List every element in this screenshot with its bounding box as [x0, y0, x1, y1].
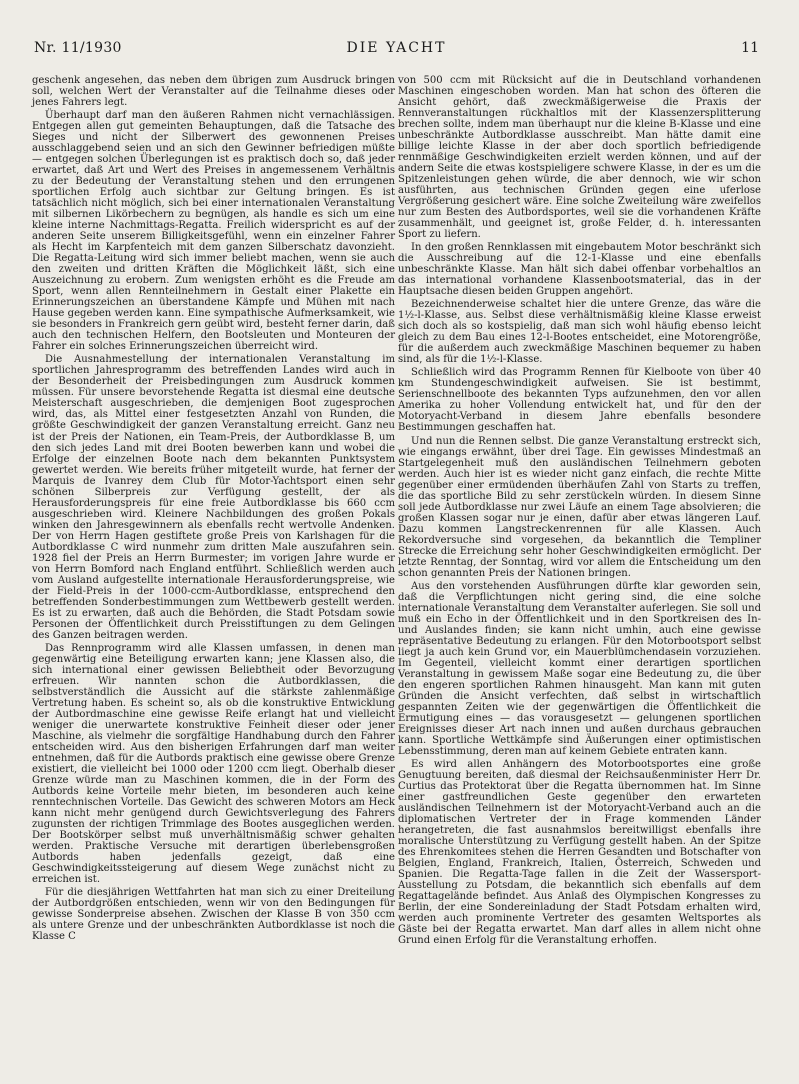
- paragraph: Überhaupt darf man den äußeren Rahmen nicht vernachlässigen. Entgegen allen gut gemeinten Behauptungen, daß die Tatsache des Sieges und nicht der Silberwert des gewonnenen Preises ausschlaggebend seien und an sich den Gewinner befriedigen müßte — entgegen solchen Überlegungen ist es praktisch doch so, daß jeder erwartet, daß Art und Wert des Preises in angemessenem Verhältnis zu der Bedeutung der Veranstaltung stehen und den errungenen sportlichen Erfolg auch sichtbar zur Geltung bringen. Es ist tatsächlich nicht möglich, sich bei einer internationalen Veranstaltung mit silbernen Likörbechern zu begnügen, als handle es sich um eine kleine interne Nachmittags-Regatta. Freilich widerspricht es auf der anderen Seite unserem Billigkeitsgefühl, wenn ein einzelner Fahrer als Hecht im Karpfenteich mit dem ganzen Silberschatz davonzieht. Die Regatta-Leitung wird sich immer beliebt machen, wenn sie auch den zweiten und dritten Kräften die Möglichkeit läßt, sich eine Auszeichnung zu erobern. Zum wenigsten erhöht es die Freude am Sport, wenn allen Rennteilnehmern in Gestalt einer Plakette ein Erinnerungszeichen an überstandene Kämpfe und Mühen mit nach Hause gegeben werden kann. Eine sympathische Aufmerksamkeit, wie sie besonders in Frankreich gern geübt wird, besteht ferner darin, daß auch den technischen Helfern, den Bootsleuten und Monteuren der Fahrer ein solches Erinnerungszeichen überreicht wird.: [32, 110, 395, 353]
- paragraph: Die Ausnahmestellung der internationalen Veranstaltung im sportlichen Jahresprogramm des betreffenden Landes wird auch in der Besonderheit der Preisbedingungen zum Ausdruck kommen müssen. Für unsere bevorstehende Regatta ist diesmal eine deutsche Meisterschaft ausgeschrieben, die demjenigen Boot zugesprochen wird, das, als Mittel einer festgesetzten Anzahl von Runden, die größte Geschwindigkeit der ganzen Veranstaltung erreicht. Ganz neu ist der Preis der Nationen, ein Team-Preis, der Autbordklasse B, um den sich jedes Land mit drei Booten bewerben kann und wobei die Erfolge der einzelnen Boote nach dem bekannten Punktsystem gewertet werden. Wie bereits früher mitgeteilt wurde, hat ferner der Marquis de Ivanrey dem Club für Motor-Yachtsport einen sehr schönen Silberpreis zur Verfügung gestellt, der als Herausforderungspreis für eine freie Autbordklasse bis 660 ccm ausgeschrieben wird. Kleinere Nachbildungen des großen Pokals winken den Jahresgewinnern als ebenfalls recht wertvolle Andenken. Der von Herrn Hagen gestiftete große Preis von Karlshagen für die Autbordklasse C wird nunmehr zum dritten Male auszufahren sein. 1928 fiel der Preis an Herrn Burmester; im vorigen Jahre wurde er von Herrn Bomford nach England entführt. Schließlich werden auch vom Ausland aufgestellte internationale Herausforderungspreise, wie der Field-Preis in der 1000-ccm-Autbordklasse, entsprechend den betreffenden Sonderbestimmungen zum Wettbewerb gestellt werden. Es ist zu erwarten, daß auch die Behörden, die Stadt Potsdam sowie Personen der Öffentlichkeit durch Preisstiftungen zu dem Gelingen des Ganzen beitragen werden.: [32, 354, 395, 641]
- right-column: [398, 75, 761, 946]
- page-header: [34, 40, 759, 58]
- paragraph: Es wird allen Anhängern des Motorbootsportes eine große Genugtuung bereiten, daß diesmal der Reichsaußenminister Herr Dr. Curtius das Protektorat über die Regatta übernommen hat. Im Sinne einer gastfreundlichen Geste gegenüber den erwarteten ausländischen Teilnehmern ist der Motoryacht-Verband auch an die diplomatischen Vertreter der in Frage kommenden Länder herangetreten, die fast ausnahmslos bereitwilligst ebenfalls ihre moralische Unterstützung zu Verfügung gestellt haben. An der Spitze des Ehrenkomitees stehen die Herren Gesandten und Botschafter von Belgien, England, Frankreich, Italien, Österreich, Schweden und Spanien. Die Regatta-Tage fallen in die Zeit der Wassersport-Ausstellung zu Potsdam, die bekanntlich sich ebenfalls auf dem Regattagelände befindet. Aus Anlaß des Olympischen Kongresses zu Berlin, der eine Sondereinladung der Stadt Potsdam erhalten wird, werden auch prominente Vertreter des gesamten Weltsportes als Gäste bei der Regatta erwartet. Man darf alles in allem nicht ohne Grund einen Erfolg für die Veranstaltung erhoffen.: [398, 758, 761, 947]
- paragraph: Und nun die Rennen selbst. Die ganze Veranstaltung erstreckt sich, wie eingangs erwähnt, über drei Tage. Ein gewisses Mindestmaß an Startgelegenheit muß den ausländischen Teilnehmern geboten werden. Auch hier ist es wieder nicht ganz einfach, die rechte Mitte gegenüber einer ermüdenden überhäufen Zahl von Starts zu treffen, die das sportliche Bild zu sehr zerstückeln würden. In diesem Sinne soll jede Autbordklasse nur zwei Läufe an einem Tage absolvieren; die großen Klassen sogar nur je einen, dafür aber etwas längeren Lauf. Dazu kommen Langstreckenrennen für alle Klassen. Auch Rekordversuche sind vorgesehen, da bekanntlich die Templiner Strecke die Erreichung sehr hoher Geschwindigkeiten ermöglicht. Der letzte Renntag, der Sonntag, wird vor allem die Entscheidung um den schon genannten Preis der Nationen bringen.: [398, 435, 761, 579]
- paragraph: von 500 ccm mit Rücksicht auf die in Deutschland vorhandenen Maschinen eingeschoben worden. Man hat schon des öfteren die Ansicht gehört, daß zweckmäßigerweise die Praxis der Rennveranstaltungen rückhaltlos mit der Klassenzersplitterung brechen sollte, indem man überhaupt nur die kleine B-Klasse und eine unbeschränkte Autbordklasse ausschreibt. Man hätte damit eine billige leichte Klasse in der aber doch sportlich befriedigende rennmäßige Geschwindigkeiten erzielt werden können, und auf der andern Seite die etwas kostspieligere schwere Klasse, in der es um die Spitzenleistungen gehen würde, die aber dennoch, wie wir schon ausführten, aus technischen Gründen gegen eine uferlose Vergrößerung gesichert wäre. Eine solche Zweiteilung wäre zweifellos nur zum Besten des Autbordsportes, weil sie die vorhandenen Kräfte zusammenhält, und geeignet ist, große Felder, d. h. interessanten Sport zu liefern.: [398, 75, 761, 241]
- paragraph: Für die diesjährigen Wettfahrten hat man sich zu einer Dreiteilung der Autbordgrößen entschieden, wenn wir von den Bedingungen für gewisse Sonderpreise absehen. Zwischen der Klasse B von 350 ccm als untere Grenze und der unbeschränkten Autbordklasse ist noch die Klasse C: [32, 887, 395, 943]
- paragraph: geschenk angesehen, das neben dem übrigen zum Ausdruck bringen soll, welchen Wert der Veranstalter auf die Teilnahme dieses oder jenes Fahrers legt.: [32, 75, 395, 109]
- paragraph: Aus den vorstehenden Ausführungen dürfte klar geworden sein, daß die Verpflichtungen nicht gering sind, die eine solche internationale Veranstaltung dem Veranstalter auferlegen. Sie soll und muß ein Echo in der Öffentlichkeit und in den Sportkreisen des In- und Auslandes finden; sie kann nicht umhin, auch eine gewisse repräsentative Bedeutung zu erlangen. Für den Motorbootsport selbst liegt ja auch kein Grund vor, ein Mauerblümchendasein vorzuziehen. Im Gegenteil, vielleicht kommt einer derartigen sportlichen Veranstaltung in gewissem Maße sogar eine Bedeutung zu, die über den engeren sportlichen Rahmen hinausgeht. Man kann mit guten Gründen die Ansicht verfechten, daß selbst in wirtschaftlich gespannten Zeiten wie der gegenwärtigen die Öffentlichkeit die Ermutigung eines — das vorausgesetzt — gelungenen sportlichen Ereignisses dieser Art nach innen und außen durchaus gebrauchen kann. Sportliche Wettkämpfe sind Äußerungen einer optimistischen Lebensstimmung, deren man auf keinem Gebiete entraten kann.: [398, 580, 761, 757]
- left-column: [32, 75, 395, 942]
- paragraph: Das Rennprogramm wird alle Klassen umfassen, in denen man gegenwärtig eine Beteiligung erwarten kann; jene Klassen also, die sich international einer gewissen Beliebtheit oder Bevorzugung erfreuen. Wir nannten schon die Autbordklassen, die selbstverständlich die Aussicht auf die stärkste zahlenmäßige Vertretung haben. Es scheint so, als ob die konstruktive Entwicklung der Autbordmaschine eine gewisse Reife erlangt hat und vielleicht weniger die unerwartete konstruktive Feinheit dieser oder jener Maschine, als vielmehr die sorgfältige Handhabung durch den Fahrer entscheiden wird. Aus den bisherigen Erfahrungen darf man weiter entnehmen, daß für die Autbords praktisch eine gewisse obere Grenze existiert, die vielleicht bei 1000 oder 1200 ccm liegt. Oberhalb dieser Grenze würde man zu Maschinen kommen, die in der Form des Autbords keine Vorteile mehr bieten, im besonderen auch keine renntechnischen Vorteile. Das Gewicht des schweren Motors am Heck kann nicht mehr genügend durch Gewichtsverlegung des Fahrers zugunsten der richtigen Trimmlage des Bootes ausgeglichen werden. Der Bootskörper selbst muß unverhältnismäßig schwer gehalten werden. Praktische Versuche mit derartigen überlebensgroßen Autbords haben jedenfalls gezeigt, daß eine Geschwindigkeitssteigerung auf diesem Wege zunächst nicht zu erreichen ist.: [32, 642, 395, 886]
- page-number: 11: [741, 40, 759, 56]
- issue-number: Nr. 11/1930: [34, 40, 122, 56]
- paragraph: In den großen Rennklassen mit eingebautem Motor beschränkt sich die Ausschreibung auf die 12-1-Klasse und eine ebenfalls unbeschränkte Klasse. Man hält sich dabei offenbar vorbehaltlos an das international vorhandene Klassenbootsmaterial, das in der Hauptsache diesen beiden Gruppen angehört.: [398, 242, 761, 298]
- magazine-title: DIE YACHT: [346, 40, 447, 56]
- paragraph: Schließlich wird das Programm Rennen für Kielboote von über 40 km Stundengeschwindigkeit aufweisen. Sie ist bestimmt, Serienschnellboote des bekannten Typs aufzunehmen, den vor allen Amerika zu hoher Vollendung entwickelt hat, und für den der Motoryacht-Verband in diesem Jahre ebenfalls besondere Bestimmungen geschaffen hat.: [398, 367, 761, 434]
- paragraph: Bezeichnenderweise schaltet hier die untere Grenze, das wäre die 1½-l-Klasse, aus. Selbst diese verhältnismäßig kleine Klasse erweist sich doch als so kostspielig, daß man sich wohl häufig ebenso leicht gleich zu dem Bau eines 12-l-Bootes entscheidet, eine Motorengröße, für die außerdem auch zweckmäßige Maschinen bequemer zu haben sind, als für die 1½-l-Klasse.: [398, 299, 761, 366]
